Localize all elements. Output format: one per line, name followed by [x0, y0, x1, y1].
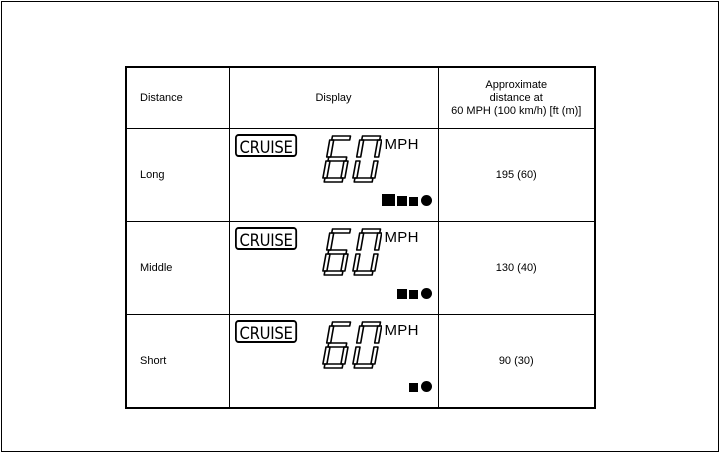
- header-display: Display: [229, 67, 438, 129]
- vehicle-dot: [421, 288, 432, 299]
- cruise-indicator: CRUISE: [235, 134, 297, 157]
- distance-bars-icon: [409, 378, 432, 392]
- speed-unit: MPH: [384, 322, 419, 339]
- digit-segment: [328, 157, 347, 161]
- digit-segment: [328, 250, 347, 254]
- distance-bar: [397, 196, 407, 206]
- distance-bars-icon: [397, 285, 432, 299]
- distance-label: Middle: [126, 222, 229, 315]
- speed-unit: MPH: [384, 136, 419, 153]
- distance-bar: [397, 289, 407, 299]
- cruise-display: [230, 222, 438, 314]
- digit-segment: [370, 347, 377, 364]
- header-approx-line-3: 60 MPH (100 km/h) [ft (m)]: [451, 104, 582, 117]
- digit-segment: [374, 140, 381, 157]
- digit-segment: [352, 254, 359, 271]
- digit-segment: [356, 326, 363, 343]
- distance-bar: [409, 290, 418, 299]
- digit-segment: [374, 326, 381, 343]
- vehicle-dot: [421, 195, 432, 206]
- digit-segment: [322, 161, 329, 178]
- distance-label: Long: [126, 129, 229, 222]
- approx-distance-value: 130 (40): [438, 222, 595, 315]
- digit-segment: [370, 254, 377, 271]
- digit-segment: [352, 347, 359, 364]
- digit-segment: [340, 161, 347, 178]
- table-row: [126, 129, 595, 222]
- cruise-display: [230, 315, 438, 407]
- digit-segment: [331, 322, 350, 326]
- distance-bar: [409, 383, 418, 392]
- digit-segment: [374, 233, 381, 250]
- header-approx-line-2: distance at: [489, 91, 543, 104]
- digit-segment: [326, 233, 333, 250]
- digit-segment: [331, 136, 350, 140]
- digit-segment: [331, 229, 350, 233]
- approx-distance-value: 90 (30): [438, 315, 595, 409]
- display-cell: [229, 222, 438, 315]
- digit-segment: [340, 347, 347, 364]
- table-row: [126, 315, 595, 409]
- distance-bar: [409, 197, 418, 206]
- digit-segment: [322, 254, 329, 271]
- digit-segment: [326, 326, 333, 343]
- digit-segment: [356, 140, 363, 157]
- speed-readout: [322, 228, 382, 276]
- table-header-row: [126, 67, 595, 129]
- distance-bar: [382, 194, 395, 206]
- speed-readout: [322, 135, 382, 183]
- cruise-indicator: CRUISE: [235, 227, 297, 250]
- digit-segment: [340, 254, 347, 271]
- header-approx-line-1: Approximate: [485, 78, 548, 91]
- digit-segment: [356, 233, 363, 250]
- cruise-indicator: CRUISE: [235, 320, 297, 343]
- header-approx-distance: [438, 67, 595, 129]
- digit-segment: [370, 161, 377, 178]
- vehicle-dot: [421, 381, 432, 392]
- digit-segment: [352, 161, 359, 178]
- speed-unit: MPH: [384, 229, 419, 246]
- digit-segment: [328, 343, 347, 347]
- approx-distance-value: 195 (60): [438, 129, 595, 222]
- display-cell: [229, 315, 438, 409]
- digit-segment: [326, 140, 333, 157]
- speed-readout: [322, 321, 382, 369]
- digit-segment: [322, 347, 329, 364]
- distance-label: Short: [126, 315, 229, 409]
- table-row: [126, 222, 595, 315]
- distance-bars-icon: [382, 192, 432, 206]
- cruise-display: [230, 129, 438, 221]
- header-distance: Distance: [126, 67, 229, 129]
- display-cell: [229, 129, 438, 222]
- distance-table: [125, 66, 596, 409]
